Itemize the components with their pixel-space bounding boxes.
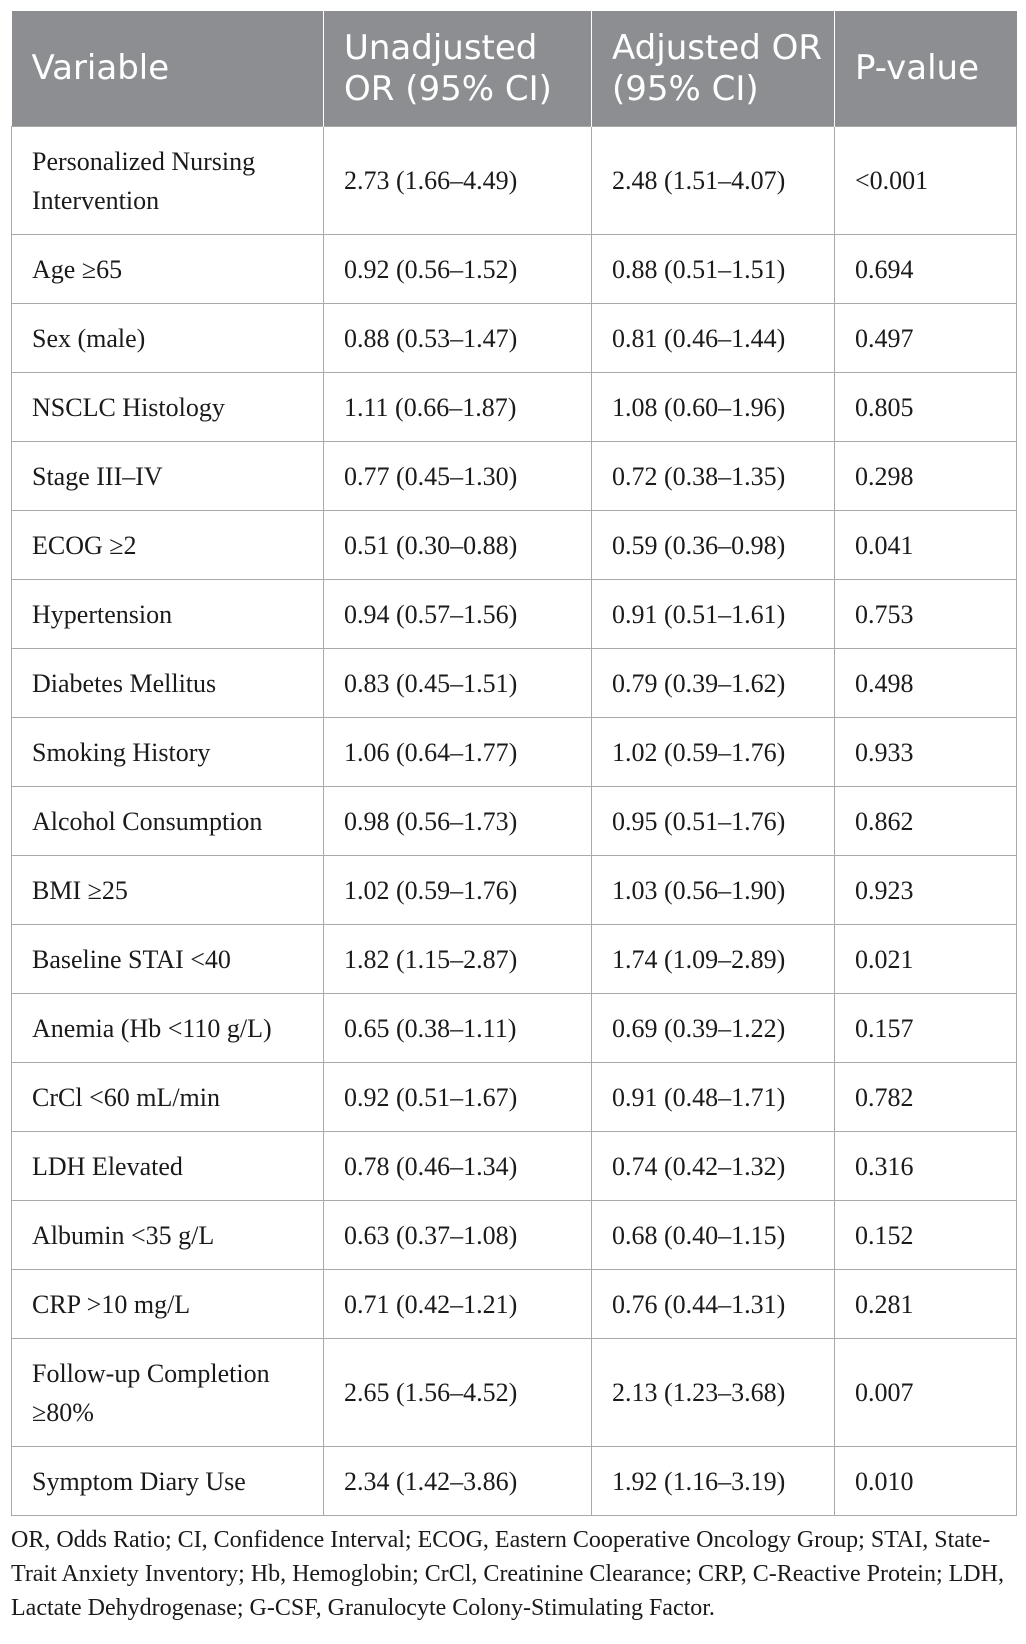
cell-unadjusted-or: 0.65 (0.38–1.11): [324, 994, 592, 1063]
cell-adjusted-or: 0.59 (0.36–0.98): [592, 511, 835, 580]
cell-adjusted-or: 0.88 (0.51–1.51): [592, 235, 835, 304]
table-header-row: [12, 11, 1017, 127]
cell-unadjusted-or: 1.02 (0.59–1.76): [324, 856, 592, 925]
cell-p-value: 0.497: [835, 304, 1017, 373]
cell-unadjusted-or: 2.65 (1.56–4.52): [324, 1339, 592, 1447]
cell-p-value: 0.923: [835, 856, 1017, 925]
cell-variable: Anemia (Hb <110 g/L): [12, 994, 324, 1063]
table-row: [12, 718, 1017, 787]
cell-adjusted-or: 0.69 (0.39–1.22): [592, 994, 835, 1063]
header-adjusted-or: Adjusted OR (95% CI): [592, 11, 835, 127]
cell-unadjusted-or: 0.78 (0.46–1.34): [324, 1132, 592, 1201]
table-row: [12, 787, 1017, 856]
header-p-value: P-value: [835, 11, 1017, 127]
cell-p-value: 0.933: [835, 718, 1017, 787]
cell-p-value: 0.041: [835, 511, 1017, 580]
cell-variable: CRP >10 mg/L: [12, 1270, 324, 1339]
cell-p-value: 0.862: [835, 787, 1017, 856]
cell-p-value: 0.021: [835, 925, 1017, 994]
cell-adjusted-or: 1.03 (0.56–1.90): [592, 856, 835, 925]
table-row: [12, 580, 1017, 649]
cell-variable: Smoking History: [12, 718, 324, 787]
table-row: [12, 442, 1017, 511]
cell-variable: Baseline STAI <40: [12, 925, 324, 994]
cell-variable: Albumin <35 g/L: [12, 1201, 324, 1270]
cell-unadjusted-or: 0.77 (0.45–1.30): [324, 442, 592, 511]
cell-adjusted-or: 2.13 (1.23–3.68): [592, 1339, 835, 1447]
table-body: [12, 127, 1017, 1516]
cell-p-value: 0.805: [835, 373, 1017, 442]
cell-p-value: 0.298: [835, 442, 1017, 511]
cell-variable: BMI ≥25: [12, 856, 324, 925]
cell-unadjusted-or: 0.51 (0.30–0.88): [324, 511, 592, 580]
cell-p-value: 0.010: [835, 1447, 1017, 1516]
cell-variable: Age ≥65: [12, 235, 324, 304]
cell-p-value: 0.007: [835, 1339, 1017, 1447]
cell-adjusted-or: 0.79 (0.39–1.62): [592, 649, 835, 718]
table-row: [12, 1339, 1017, 1447]
cell-p-value: 0.753: [835, 580, 1017, 649]
cell-adjusted-or: 1.08 (0.60–1.96): [592, 373, 835, 442]
cell-variable: Stage III–IV: [12, 442, 324, 511]
table-row: [12, 649, 1017, 718]
table-row: [12, 1270, 1017, 1339]
cell-variable: Diabetes Mellitus: [12, 649, 324, 718]
cell-p-value: 0.782: [835, 1063, 1017, 1132]
cell-unadjusted-or: 0.71 (0.42–1.21): [324, 1270, 592, 1339]
table-row: [12, 856, 1017, 925]
table-row: [12, 925, 1017, 994]
cell-unadjusted-or: 0.83 (0.45–1.51): [324, 649, 592, 718]
header-unadjusted-or: Unadjusted OR (95% CI): [324, 11, 592, 127]
cell-variable: Sex (male): [12, 304, 324, 373]
cell-unadjusted-or: 0.94 (0.57–1.56): [324, 580, 592, 649]
cell-variable: Hypertension: [12, 580, 324, 649]
cell-variable: Symptom Diary Use: [12, 1447, 324, 1516]
header-variable: Variable: [12, 11, 324, 127]
cell-variable: Alcohol Consumption: [12, 787, 324, 856]
cell-adjusted-or: 0.81 (0.46–1.44): [592, 304, 835, 373]
cell-adjusted-or: 1.74 (1.09–2.89): [592, 925, 835, 994]
table-row: [12, 1132, 1017, 1201]
cell-adjusted-or: 0.68 (0.40–1.15): [592, 1201, 835, 1270]
table-row: [12, 304, 1017, 373]
cell-adjusted-or: 0.76 (0.44–1.31): [592, 1270, 835, 1339]
table-row: [12, 235, 1017, 304]
cell-p-value: 0.316: [835, 1132, 1017, 1201]
table-row: [12, 1447, 1017, 1516]
table-row: [12, 127, 1017, 235]
cell-variable: NSCLC Histology: [12, 373, 324, 442]
table-row: [12, 1063, 1017, 1132]
cell-unadjusted-or: 2.73 (1.66–4.49): [324, 127, 592, 235]
cell-adjusted-or: 0.91 (0.51–1.61): [592, 580, 835, 649]
cell-unadjusted-or: 0.98 (0.56–1.73): [324, 787, 592, 856]
cell-p-value: 0.157: [835, 994, 1017, 1063]
cell-p-value: 0.694: [835, 235, 1017, 304]
cell-variable: ECOG ≥2: [12, 511, 324, 580]
cell-p-value: 0.152: [835, 1201, 1017, 1270]
cell-unadjusted-or: 1.82 (1.15–2.87): [324, 925, 592, 994]
cell-p-value: <0.001: [835, 127, 1017, 235]
cell-unadjusted-or: 0.92 (0.56–1.52): [324, 235, 592, 304]
table-row: [12, 373, 1017, 442]
cell-adjusted-or: 0.95 (0.51–1.76): [592, 787, 835, 856]
table-footnote: OR, Odds Ratio; CI, Confidence Interval; ECOG, Eastern Cooperative Oncology Group; STAI, State-Trait Anxiety Inventory; Hb, Hemoglobin; CrCl, Creatinine Clearance; CRP, C-Reactive Protein; LDH, Lactate Dehydrogenase; G-CSF, Granulocyte Colony-Stimulating Factor.: [11, 1527, 1004, 1621]
cell-unadjusted-or: 1.11 (0.66–1.87): [324, 373, 592, 442]
odds-ratio-table: [11, 11, 1017, 1516]
cell-variable: CrCl <60 mL/min: [12, 1063, 324, 1132]
cell-adjusted-or: 0.74 (0.42–1.32): [592, 1132, 835, 1201]
cell-adjusted-or: 0.91 (0.48–1.71): [592, 1063, 835, 1132]
cell-adjusted-or: 1.02 (0.59–1.76): [592, 718, 835, 787]
table-row: [12, 994, 1017, 1063]
cell-unadjusted-or: 0.92 (0.51–1.67): [324, 1063, 592, 1132]
cell-unadjusted-or: 0.63 (0.37–1.08): [324, 1201, 592, 1270]
table-row: [12, 1201, 1017, 1270]
cell-variable: Personalized Nursing Intervention: [12, 127, 324, 235]
cell-p-value: 0.281: [835, 1270, 1017, 1339]
cell-unadjusted-or: 2.34 (1.42–3.86): [324, 1447, 592, 1516]
cell-variable: Follow-up Completion ≥80%: [12, 1339, 324, 1447]
cell-unadjusted-or: 1.06 (0.64–1.77): [324, 718, 592, 787]
cell-adjusted-or: 1.92 (1.16–3.19): [592, 1447, 835, 1516]
cell-adjusted-or: 0.72 (0.38–1.35): [592, 442, 835, 511]
table-row: [12, 511, 1017, 580]
cell-p-value: 0.498: [835, 649, 1017, 718]
cell-unadjusted-or: 0.88 (0.53–1.47): [324, 304, 592, 373]
cell-adjusted-or: 2.48 (1.51–4.07): [592, 127, 835, 235]
cell-variable: LDH Elevated: [12, 1132, 324, 1201]
